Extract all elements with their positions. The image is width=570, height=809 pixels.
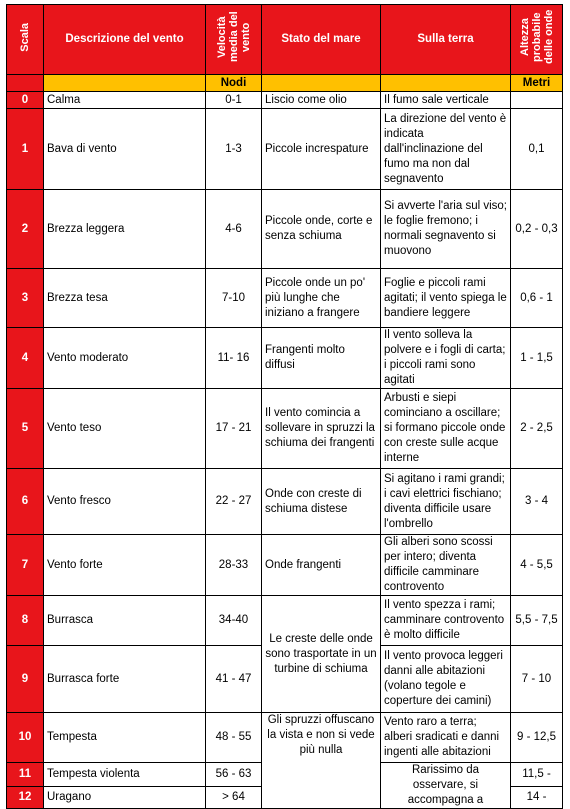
table-row — [7, 469, 563, 535]
wave-height-cell: 14 - — [511, 786, 563, 808]
wave-height-cell: 4 - 5,5 — [511, 535, 563, 596]
description-cell: Bava di vento — [44, 109, 206, 190]
wave-height-cell: 0,1 — [511, 109, 563, 190]
unit-nodi: Nodi — [206, 75, 262, 92]
knots-cell: 0-1 — [206, 92, 262, 109]
knots-cell: 41 - 47 — [206, 646, 262, 713]
wave-height-cell: 0,2 - 0,3 — [511, 190, 563, 269]
wave-height-cell: 3 - 4 — [511, 469, 563, 535]
table-row — [7, 713, 563, 763]
scale-cell: 5 — [7, 389, 44, 469]
wave-height-cell — [511, 92, 563, 109]
header-stato-mare: Stato del mare — [262, 5, 381, 75]
unit-metri: Metri — [511, 75, 563, 92]
sea-state-cell: Piccole increspature — [262, 109, 381, 190]
header-scala: Scala — [7, 5, 44, 75]
table-row — [7, 389, 563, 469]
knots-cell: 56 - 63 — [206, 763, 262, 787]
scale-cell: 9 — [7, 646, 44, 713]
sea-state-cell: Onde frangenti — [262, 535, 381, 596]
knots-cell: 7-10 — [206, 269, 262, 328]
sea-state-cell: Il vento comincia a sollevare in spruzzi la schiuma dei frangenti — [262, 389, 381, 469]
land-cell: Si avverte l'aria sul viso; le foglie fremono; i normali segnavento si muovono — [381, 190, 511, 269]
wave-height-cell: 11,5 - — [511, 763, 563, 787]
scale-cell: 6 — [7, 469, 44, 535]
description-cell: Calma — [44, 92, 206, 109]
scale-cell: 2 — [7, 190, 44, 269]
description-cell: Vento moderato — [44, 328, 206, 389]
sea-state-cell: Le creste delle onde sono trasportate in un turbine di schiuma — [262, 596, 381, 713]
header-velocita: Velocità media del vento — [206, 5, 262, 75]
sea-state-cell: Onde con creste di schiuma distese — [262, 469, 381, 535]
table-row — [7, 92, 563, 109]
scale-cell: 10 — [7, 713, 44, 763]
knots-cell: 48 - 55 — [206, 713, 262, 763]
beaufort-table — [6, 4, 563, 809]
land-cell: Il vento provoca leggeri danni alle abitazioni (volano tegole e coperture dei camini) — [381, 646, 511, 713]
knots-cell: 1-3 — [206, 109, 262, 190]
description-cell: Vento fresco — [44, 469, 206, 535]
header-row — [7, 5, 563, 75]
wave-height-cell: 5,5 - 7,5 — [511, 596, 563, 646]
description-cell: Burrasca — [44, 596, 206, 646]
wave-height-cell: 9 - 12,5 — [511, 713, 563, 763]
scale-cell: 0 — [7, 92, 44, 109]
knots-cell: 34-40 — [206, 596, 262, 646]
table-row — [7, 109, 563, 190]
sea-state-cell: Piccole onde un po' più lunghe che iniziano a frangere — [262, 269, 381, 328]
knots-cell: > 64 — [206, 786, 262, 808]
land-cell: Gli alberi sono scossi per intero; diventa difficile camminare controvento — [381, 535, 511, 596]
knots-cell: 28-33 — [206, 535, 262, 596]
table-row — [7, 596, 563, 646]
land-cell: Foglie e piccoli rami agitati; il vento spiega le bandiere leggere — [381, 269, 511, 328]
land-cell: Vento raro a terra; alberi sradicati e danni ingenti alle abitazioni — [381, 713, 511, 763]
description-cell: Burrasca forte — [44, 646, 206, 713]
knots-cell: 4-6 — [206, 190, 262, 269]
scale-cell: 3 — [7, 269, 44, 328]
land-cell: Arbusti e siepi cominciano a oscillare; si formano piccole onde con creste sulle acque interne — [381, 389, 511, 469]
beaufort-sheet — [6, 4, 562, 806]
description-cell: Uragano — [44, 786, 206, 808]
knots-cell: 11- 16 — [206, 328, 262, 389]
wave-height-cell: 0,6 - 1 — [511, 269, 563, 328]
scale-cell: 11 — [7, 763, 44, 787]
land-cell: La direzione del vento è indicata dall'inclinazione del fumo ma non dal segnavento — [381, 109, 511, 190]
knots-cell: 17 - 21 — [206, 389, 262, 469]
sea-state-cell: Frangenti molto diffusi — [262, 328, 381, 389]
sea-state-cell: Piccole onde, corte e senza schiuma — [262, 190, 381, 269]
knots-cell: 22 - 27 — [206, 469, 262, 535]
scale-cell: 4 — [7, 328, 44, 389]
header-sulla-terra: Sulla terra — [381, 5, 511, 75]
table-row — [7, 190, 563, 269]
land-cell: Rarissimo da osservare, si accompagna a — [381, 763, 511, 809]
table-row — [7, 269, 563, 328]
wave-height-cell: 1 - 1,5 — [511, 328, 563, 389]
table-row — [7, 535, 563, 596]
land-cell: Il vento spezza i rami; camminare controvento è molto difficile — [381, 596, 511, 646]
scale-cell: 8 — [7, 596, 44, 646]
description-cell: Brezza tesa — [44, 269, 206, 328]
description-cell: Vento teso — [44, 389, 206, 469]
table-row — [7, 328, 563, 389]
scale-cell: 1 — [7, 109, 44, 190]
land-cell: Il vento solleva la polvere e i fogli di carta; i piccoli rami sono agitati — [381, 328, 511, 389]
wave-height-cell: 7 - 10 — [511, 646, 563, 713]
scale-cell: 7 — [7, 535, 44, 596]
sea-state-cell: Liscio come olio — [262, 92, 381, 109]
description-cell: Brezza leggera — [44, 190, 206, 269]
description-cell: Tempesta — [44, 713, 206, 763]
land-cell: Si agitano i rami grandi; i cavi elettrici fischiano; diventa difficile usare l'ombrello — [381, 469, 511, 535]
land-cell: Il fumo sale verticale — [381, 92, 511, 109]
description-cell: Tempesta violenta — [44, 763, 206, 787]
header-altezza: Altezza probabile delle onde — [511, 5, 563, 75]
sea-state-cell: Gli spruzzi offuscano la vista e non si vede più nulla — [262, 713, 381, 809]
header-descrizione: Descrizione del vento — [44, 5, 206, 75]
description-cell: Vento forte — [44, 535, 206, 596]
units-row — [7, 75, 563, 92]
scale-cell: 12 — [7, 786, 44, 808]
wave-height-cell: 2 - 2,5 — [511, 389, 563, 469]
